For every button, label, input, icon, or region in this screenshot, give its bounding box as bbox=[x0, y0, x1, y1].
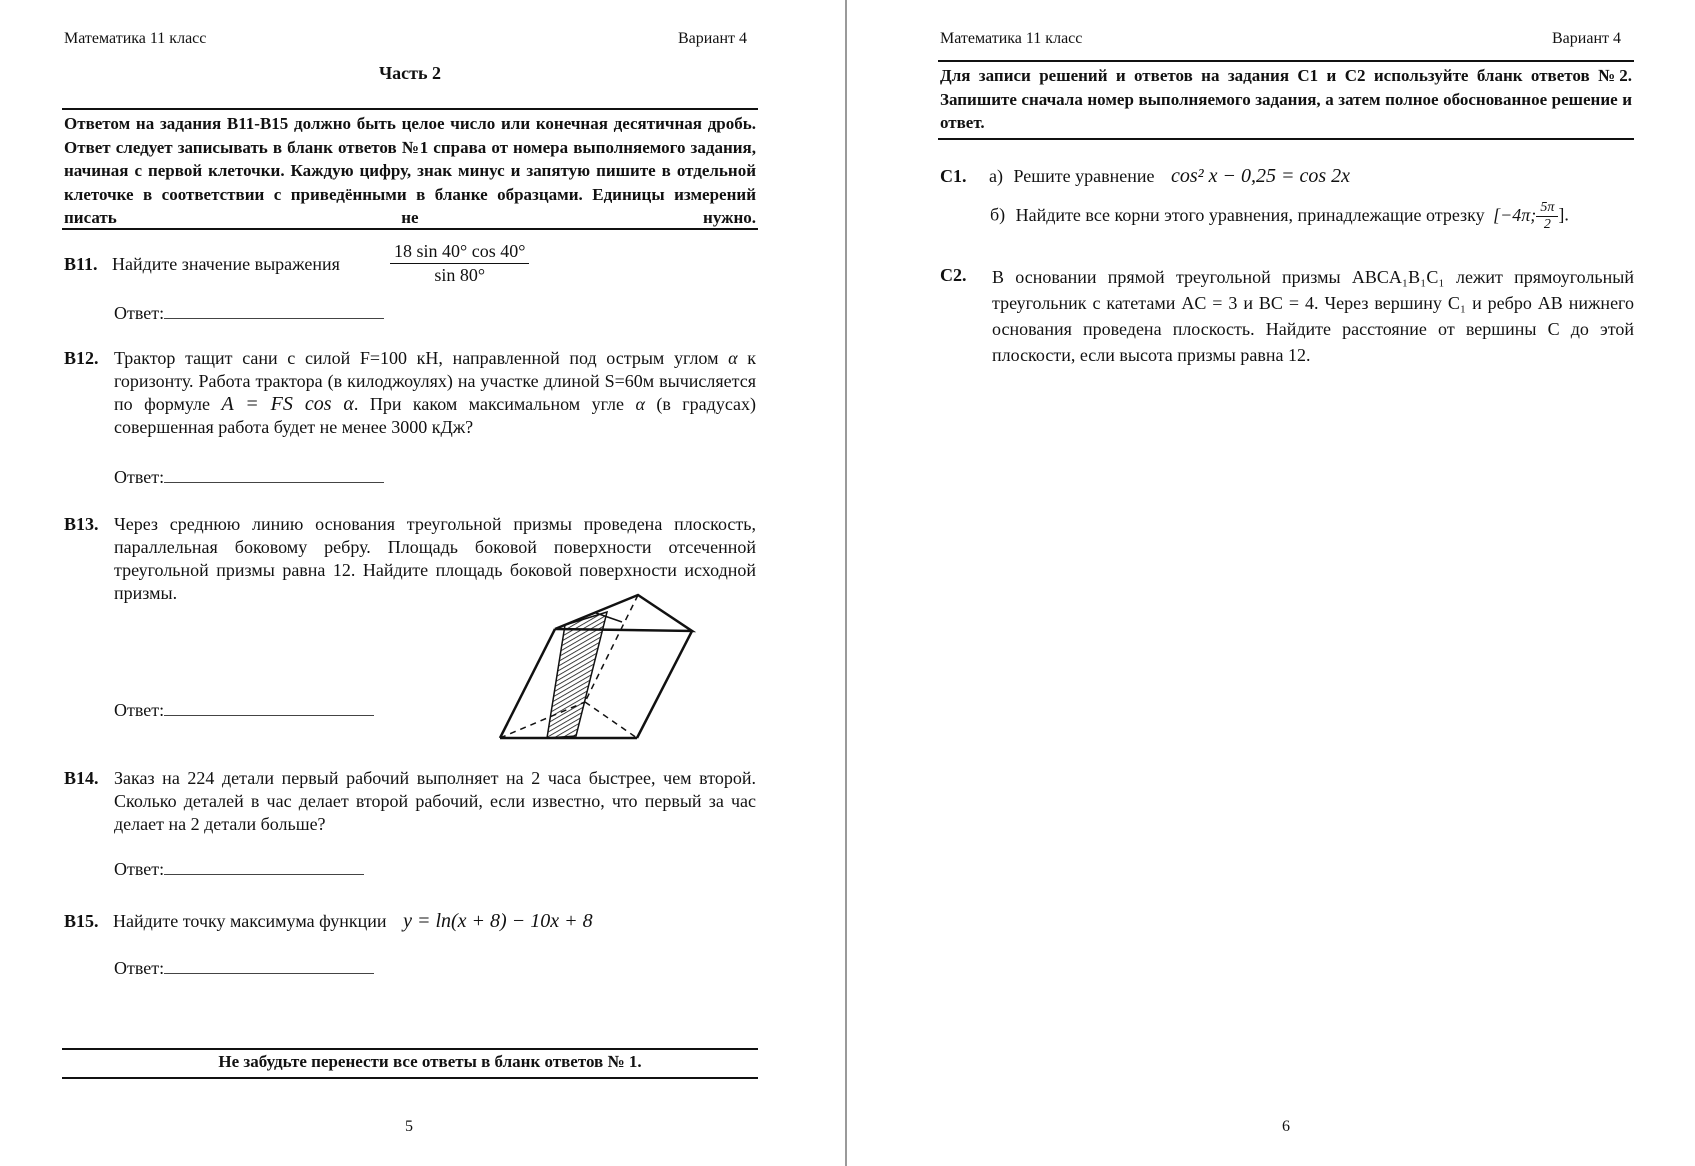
interval-denominator: 2 bbox=[1543, 217, 1551, 232]
task-c2-number bbox=[940, 264, 967, 287]
task-b13: Через среднюю линию основания треугольной призмы проведена плоскость, параллельная боковому ребру. Площадь боковой поверхности отсеченной треугольной призмы равна 12. Найдите площадь боковой поверхности исходной призмы. bbox=[114, 514, 756, 603]
instruction-text: Для записи решений и ответов на задания С1 и С2 используйте бланк ответов №2. Запишите сначала номер выполняемого задания, а затем полное обоснованное решение и ответ. bbox=[940, 66, 1632, 132]
instruction-bottom-rule bbox=[938, 138, 1634, 140]
footer-reminder: Не забудьте перенести все ответы в бланк ответов № 1. bbox=[218, 1052, 642, 1071]
task-b12 bbox=[114, 347, 756, 439]
page-6 bbox=[848, 0, 1695, 1166]
header-subject: Математика 11 класс bbox=[940, 30, 1083, 47]
page-5 bbox=[0, 0, 846, 1166]
task-b14-number bbox=[64, 767, 99, 790]
header-subject: Математика 11 класс bbox=[64, 30, 207, 47]
footer-bottom-rule bbox=[62, 1077, 758, 1079]
task-b14: Заказ на 224 детали первый рабочий выполняет на 2 часа быстрее, чем второй. Сколько деталей в час делает второй рабочий, если известно, что первый за час делает на 2 детали больше? bbox=[114, 768, 756, 834]
task-c1 bbox=[940, 165, 1350, 188]
task-text-1: Трактор тащит сани с силой F=100 кН, направленной под острым углом bbox=[114, 348, 719, 368]
page-number: 6 bbox=[1282, 1118, 1290, 1135]
header-variant: Вариант 4 bbox=[678, 30, 747, 47]
task-number: В15. bbox=[64, 911, 99, 931]
answer-b13 bbox=[114, 699, 374, 721]
task-text-4: (в градусах) совершенная работа будет не менее 3000 кДж? bbox=[114, 394, 757, 437]
subtask-label: а) bbox=[989, 166, 1003, 186]
task-number: С1. bbox=[940, 166, 967, 186]
subtask-text: Найдите все корни этого уравнения, принадлежащие отрезку bbox=[1015, 204, 1485, 225]
task-c1-b bbox=[990, 200, 1569, 233]
footer-top-rule bbox=[62, 1048, 758, 1050]
answer-b12 bbox=[114, 466, 384, 488]
function-formula: y = ln(x + 8) − 10x + 8 bbox=[403, 910, 593, 932]
header-variant: Вариант 4 bbox=[1552, 30, 1621, 47]
work-formula: A = FS cos α bbox=[221, 393, 354, 415]
task-text-3: . При каком максимальном угле bbox=[353, 394, 625, 414]
task-number: В13. bbox=[64, 514, 99, 534]
answer-label: Ответ: bbox=[114, 700, 165, 720]
answer-field[interactable] bbox=[164, 699, 374, 716]
task-c2: В основании прямой треугольной призмы ABCA₁B₁C₁ лежит прямоугольный треугольник с катетами AC = 3 и BC = 4. Через вершину C₁ и ребро AB нижнего основания проведена плоскость. Найдите расстояние от вершины C до этой плоскости, если высота призмы равна 12. bbox=[992, 267, 1634, 365]
task-text: Найдите значение выражения bbox=[112, 254, 340, 274]
subtask-label: б) bbox=[990, 204, 1006, 225]
instruction-top-rule bbox=[938, 60, 1634, 62]
task-number: В12. bbox=[64, 348, 99, 368]
equation: cos² x − 0,25 = cos 2x bbox=[1170, 165, 1351, 187]
answer-label: Ответ: bbox=[114, 303, 165, 323]
task-number: В11. bbox=[64, 254, 98, 274]
task-number: В14. bbox=[64, 768, 99, 788]
answer-b11 bbox=[114, 302, 384, 324]
prism-figure bbox=[490, 585, 710, 745]
fraction-denominator: sin 80° bbox=[434, 265, 486, 285]
fraction-numerator: 18 sin 40° cos 40° bbox=[390, 240, 529, 264]
part-title: Часть 2 bbox=[378, 63, 442, 83]
instruction-text: Ответом на задания В11-В15 должно быть целое число или конечная десятичная дробь. Ответ следует записывать в бланк ответов №1 справа от номера выполняемого задания, начиная с первой клеточки. Каждую цифру, знак минус и запятую пишите в отдельной клеточке в соответствии с приведёнными в бланке образцами. Единицы измерений писать не нужно. bbox=[64, 114, 756, 227]
task-b13-number bbox=[64, 513, 99, 536]
task-b15 bbox=[64, 910, 593, 933]
answer-b15 bbox=[114, 957, 374, 979]
interval-right: ]. bbox=[1558, 204, 1569, 225]
answer-label: Ответ: bbox=[114, 467, 165, 487]
task-b11 bbox=[64, 253, 340, 276]
answer-field[interactable] bbox=[164, 858, 364, 875]
answer-label: Ответ: bbox=[114, 859, 165, 879]
task-text: Найдите точку максимума функции bbox=[113, 911, 387, 931]
answer-field[interactable] bbox=[164, 957, 374, 974]
instruction-top-rule bbox=[62, 108, 758, 110]
interval-left: [−4π; bbox=[1493, 204, 1537, 225]
answer-label: Ответ: bbox=[114, 958, 165, 978]
task-number: С2. bbox=[940, 265, 967, 285]
answer-b14 bbox=[114, 858, 364, 880]
task-text-2: к горизонту. Работа трактора (в килоджоулях) на участке длиной S=60м вычисляется по формуле bbox=[114, 348, 757, 414]
page-number: 5 bbox=[405, 1118, 413, 1135]
instruction-bottom-rule bbox=[62, 228, 758, 230]
answer-field[interactable] bbox=[164, 466, 384, 483]
b11-fraction bbox=[390, 240, 529, 287]
alpha-symbol: α bbox=[728, 348, 738, 368]
answer-field[interactable] bbox=[164, 302, 384, 319]
alpha-symbol: α bbox=[635, 394, 645, 414]
task-b12-number bbox=[64, 347, 99, 370]
interval-numerator: 5π bbox=[1536, 200, 1558, 217]
subtask-text: Решите уравнение bbox=[1013, 166, 1155, 186]
